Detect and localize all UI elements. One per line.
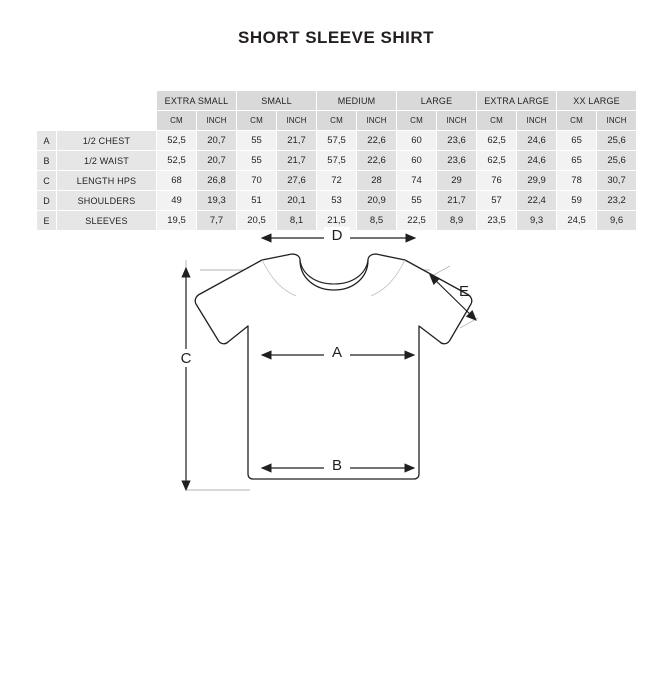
measure-label-c: C — [180, 350, 192, 367]
cell-a-l-inch: 23,6 — [437, 131, 477, 151]
unit-header-inch-xl: INCH — [517, 111, 557, 131]
cell-e-xs-inch: 7,7 — [197, 211, 237, 231]
cell-c-l-cm: 74 — [397, 171, 437, 191]
table-row — [37, 171, 637, 191]
cell-b-xl-cm: 62,5 — [477, 151, 517, 171]
cell-b-m-cm: 57,5 — [317, 151, 357, 171]
size-chart-table-wrap — [36, 90, 636, 231]
cell-d-xl-inch: 22,4 — [517, 191, 557, 211]
row-label-half-waist: 1/2 WAIST — [57, 151, 157, 171]
tshirt-shape — [195, 254, 472, 479]
cell-a-s-inch: 21,7 — [277, 131, 317, 151]
row-letter-d: D — [37, 191, 57, 211]
cell-c-xl-inch: 29,9 — [517, 171, 557, 191]
table-row — [37, 131, 637, 151]
cell-d-m-cm: 53 — [317, 191, 357, 211]
cell-a-xs-inch: 20,7 — [197, 131, 237, 151]
cell-d-s-cm: 51 — [237, 191, 277, 211]
cell-e-m-cm: 21,5 — [317, 211, 357, 231]
cell-e-s-cm: 20,5 — [237, 211, 277, 231]
cell-e-xl-inch: 9,3 — [517, 211, 557, 231]
row-letter-b: B — [37, 151, 57, 171]
cell-b-s-inch: 21,7 — [277, 151, 317, 171]
cell-d-l-inch: 21,7 — [437, 191, 477, 211]
cell-d-xs-inch: 19,3 — [197, 191, 237, 211]
unit-blank-label — [57, 111, 157, 131]
cell-b-xs-inch: 20,7 — [197, 151, 237, 171]
cell-c-m-inch: 28 — [357, 171, 397, 191]
size-header-extra-small: EXTRA SMALL — [157, 91, 237, 111]
unit-header-inch-s: INCH — [277, 111, 317, 131]
cell-e-xl-cm: 23,5 — [477, 211, 517, 231]
cell-c-l-inch: 29 — [437, 171, 477, 191]
cell-b-xs-cm: 52,5 — [157, 151, 197, 171]
measure-label-e: E — [458, 283, 470, 300]
cell-b-xl-inch: 24,6 — [517, 151, 557, 171]
row-label-shoulders: SHOULDERS — [57, 191, 157, 211]
cell-b-l-inch: 23,6 — [437, 151, 477, 171]
table-row — [37, 151, 637, 171]
cell-d-s-inch: 20,1 — [277, 191, 317, 211]
table-header-sizes — [37, 91, 637, 111]
row-letter-c: C — [37, 171, 57, 191]
table-header-units — [37, 111, 637, 131]
cell-d-xs-cm: 49 — [157, 191, 197, 211]
shirt-diagram — [0, 218, 672, 518]
cell-b-m-inch: 22,6 — [357, 151, 397, 171]
page-title: SHORT SLEEVE SHIRT — [237, 28, 435, 47]
unit-header-inch-xxl: INCH — [597, 111, 637, 131]
cell-b-l-cm: 60 — [397, 151, 437, 171]
unit-header-inch-xs: INCH — [197, 111, 237, 131]
measure-shoulders — [262, 227, 415, 244]
cell-e-xxl-inch: 9,6 — [597, 211, 637, 231]
size-header-medium: MEDIUM — [317, 91, 397, 111]
cell-c-s-inch: 27,6 — [277, 171, 317, 191]
measure-label-b: B — [331, 457, 343, 474]
cell-c-xs-inch: 26,8 — [197, 171, 237, 191]
row-letter-a: A — [37, 131, 57, 151]
unit-header-cm-m: CM — [317, 111, 357, 131]
unit-header-cm-s: CM — [237, 111, 277, 131]
size-header-xx-large: XX LARGE — [557, 91, 637, 111]
size-header-large: LARGE — [397, 91, 477, 111]
unit-blank-letter — [37, 111, 57, 131]
cell-d-m-inch: 20,9 — [357, 191, 397, 211]
size-header-small: SMALL — [237, 91, 317, 111]
cell-d-xl-cm: 57 — [477, 191, 517, 211]
cell-a-m-cm: 57,5 — [317, 131, 357, 151]
unit-header-inch-l: INCH — [437, 111, 477, 131]
unit-header-cm-xl: CM — [477, 111, 517, 131]
cell-e-l-cm: 22,5 — [397, 211, 437, 231]
unit-header-cm-l: CM — [397, 111, 437, 131]
unit-header-inch-m: INCH — [357, 111, 397, 131]
cell-e-l-inch: 8,9 — [437, 211, 477, 231]
cell-a-xxl-inch: 25,6 — [597, 131, 637, 151]
row-letter-e: E — [37, 211, 57, 231]
cell-c-s-cm: 70 — [237, 171, 277, 191]
cell-c-xxl-cm: 78 — [557, 171, 597, 191]
cell-e-xxl-cm: 24,5 — [557, 211, 597, 231]
table-row — [37, 191, 637, 211]
row-label-sleeves: SLEEVES — [57, 211, 157, 231]
cell-e-s-inch: 8,1 — [277, 211, 317, 231]
row-label-half-chest: 1/2 CHEST — [57, 131, 157, 151]
cell-a-xl-inch: 24,6 — [517, 131, 557, 151]
measure-label-a: A — [331, 344, 343, 361]
cell-a-xxl-cm: 65 — [557, 131, 597, 151]
cell-a-l-cm: 60 — [397, 131, 437, 151]
size-header-extra-large: EXTRA LARGE — [477, 91, 557, 111]
unit-header-cm-xs: CM — [157, 111, 197, 131]
cell-e-xs-cm: 19,5 — [157, 211, 197, 231]
cell-d-xxl-inch: 23,2 — [597, 191, 637, 211]
corner-blank-letter — [37, 91, 57, 111]
cell-c-m-cm: 72 — [317, 171, 357, 191]
cell-d-xxl-cm: 59 — [557, 191, 597, 211]
cell-c-xs-cm: 68 — [157, 171, 197, 191]
cell-c-xxl-inch: 30,7 — [597, 171, 637, 191]
cell-b-xxl-inch: 25,6 — [597, 151, 637, 171]
measure-label-d: D — [331, 227, 343, 244]
cell-b-xxl-cm: 65 — [557, 151, 597, 171]
corner-blank-label — [57, 91, 157, 111]
cell-b-s-cm: 55 — [237, 151, 277, 171]
row-label-length-hps: LENGTH HPS — [57, 171, 157, 191]
cell-d-l-cm: 55 — [397, 191, 437, 211]
cell-a-xs-cm: 52,5 — [157, 131, 197, 151]
cell-c-xl-cm: 76 — [477, 171, 517, 191]
cell-a-xl-cm: 62,5 — [477, 131, 517, 151]
size-chart-table — [36, 90, 637, 231]
cell-a-s-cm: 55 — [237, 131, 277, 151]
cell-a-m-inch: 22,6 — [357, 131, 397, 151]
unit-header-cm-xxl: CM — [557, 111, 597, 131]
cell-e-m-inch: 8,5 — [357, 211, 397, 231]
